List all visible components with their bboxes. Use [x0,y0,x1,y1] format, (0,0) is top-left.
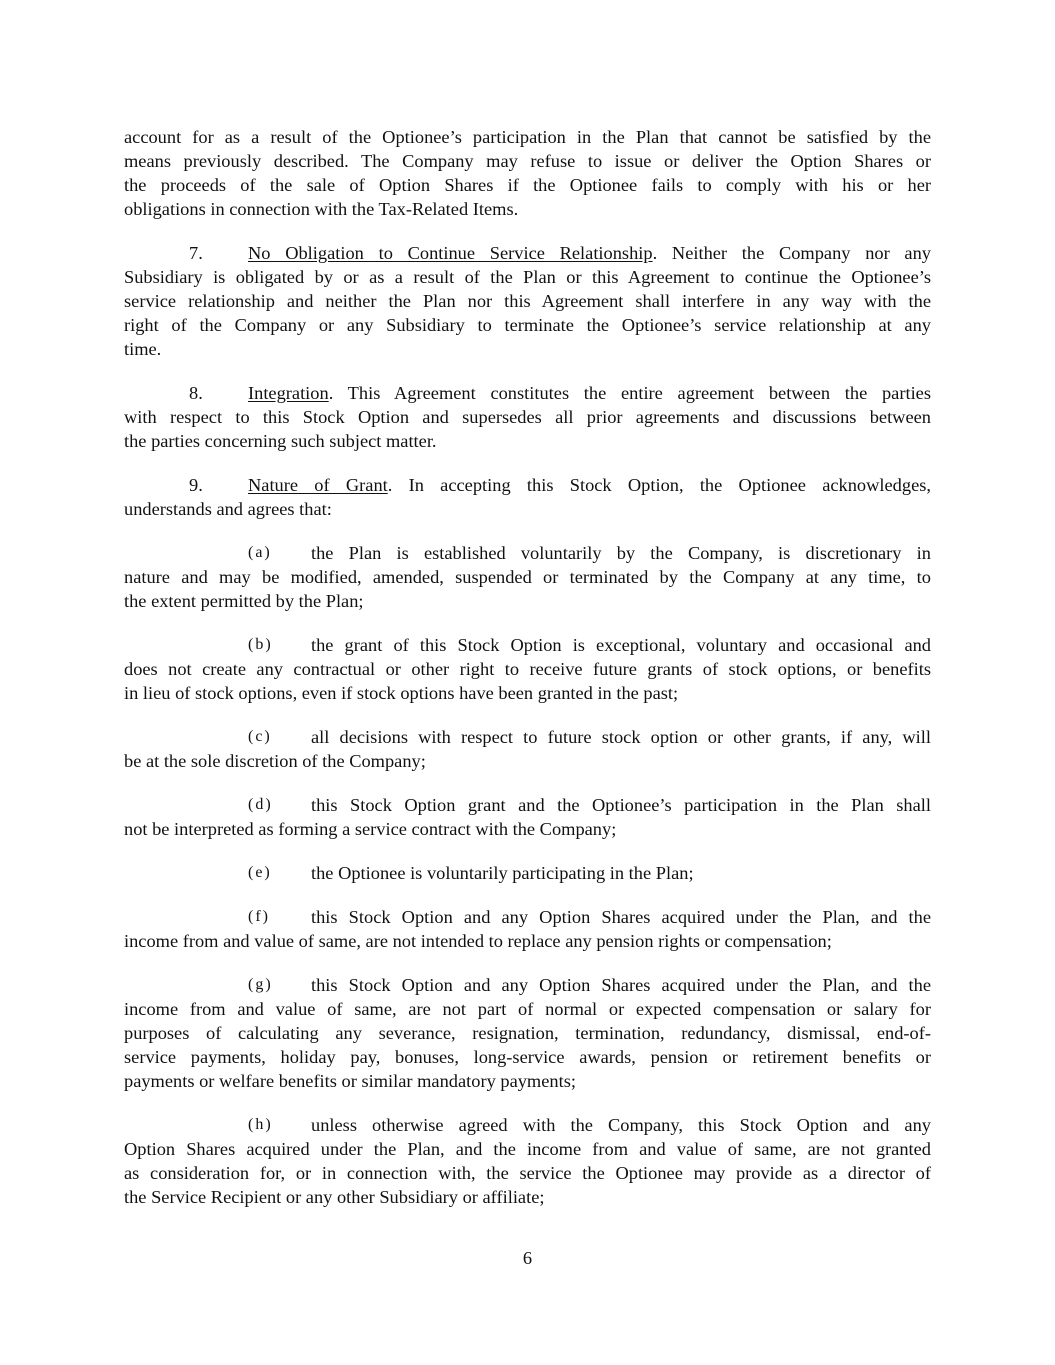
section-heading: Integration [248,383,329,403]
text-line [124,1113,931,1137]
line-text [248,243,931,263]
item-label: (e) [248,864,272,881]
text-line [124,473,931,497]
text-line [124,429,931,453]
text-line [124,405,931,429]
item-label: (a) [248,544,272,561]
line-text: . Neither the Company nor any [652,243,931,263]
line-text: the proceeds of the sale of Option Shares if the Optionee fails to comply with his or her [124,175,931,195]
section-number: 8. [189,383,203,403]
text-line [124,381,931,405]
text-line [124,541,931,565]
line-text: Subsidiary is obligated by or as a result of the Plan or this Agreement to continue the Optionee’s [124,267,931,287]
text-line [124,1161,931,1185]
line-text: the grant of this Stock Option is exceptional, voluntary and occasional and [311,635,931,655]
line-text: time. [124,339,162,359]
text-line [124,1185,931,1209]
line-text: be at the sole discretion of the Company; [124,751,426,771]
text-line [124,1045,931,1069]
item-label: (f) [248,908,270,925]
text-line [124,997,931,1021]
paragraph [124,541,931,613]
line-text: the Optionee is voluntarily participating in the Plan; [311,863,694,883]
text-line [124,589,931,613]
item-label: (h) [248,1116,273,1133]
line-text: the parties concerning such subject matter. [124,431,437,451]
line-text: . This Agreement constitutes the entire agreement between the parties [328,383,931,403]
text-line [124,681,931,705]
line-text: as consideration for, or in connection with, the service the Optionee may provide as a director of [124,1163,931,1183]
text-line [124,929,931,953]
paragraph [124,793,931,841]
line-text: obligations in connection with the Tax-Related Items. [124,199,519,219]
line-text: means previously described. The Company may refuse to issue or deliver the Option Shares or [124,151,931,171]
document-body [124,125,931,1229]
text-line [124,725,931,749]
line-text: right of the Company or any Subsidiary to terminate the Optionee’s service relationship at any [124,315,931,335]
line-text: payments or welfare benefits or similar mandatory payments; [124,1071,576,1091]
page-number: 6 [522,1248,533,1268]
line-text: the Service Recipient or any other Subsidiary or affiliate; [124,1187,545,1207]
section-heading: No Obligation to Continue Service Relationship [248,243,653,263]
line-text: purposes of calculating any severance, resignation, termination, redundancy, dismissal, end-of- [124,1023,931,1043]
line-text: this Stock Option and any Option Shares acquired under the Plan, and the [311,907,931,927]
text-line [124,265,931,289]
item-label: (b) [248,636,273,653]
paragraph [124,473,931,521]
paragraph [124,633,931,705]
line-text: income from and value of same, are not intended to replace any pension rights or compensation; [124,931,832,951]
text-line [124,565,931,589]
paragraph [124,241,931,361]
text-line [124,905,931,929]
paragraph [124,861,931,885]
line-text: this Stock Option grant and the Optionee’s participation in the Plan shall [311,795,931,815]
text-line [124,149,931,173]
text-line [124,173,931,197]
section-number: 7. [189,243,203,263]
text-line [124,749,931,773]
line-text: . In accepting this Stock Option, the Optionee acknowledges, [387,475,931,495]
section-number: 9. [189,475,203,495]
line-text: in lieu of stock options, even if stock options have been granted in the past; [124,683,679,703]
text-line [124,241,931,265]
text-line [124,289,931,313]
section-heading: Nature of Grant [248,475,388,495]
text-line [124,125,931,149]
text-line [124,337,931,361]
line-text: not be interpreted as forming a service contract with the Company; [124,819,617,839]
text-line [124,1069,931,1093]
text-line [124,1137,931,1161]
line-text: with respect to this Stock Option and supersedes all prior agreements and discussions between [124,407,931,427]
text-line [124,313,931,337]
line-text: income from and value of same, are not part of normal or expected compensation or salary for [124,999,931,1019]
item-label: (g) [248,976,273,993]
line-text: all decisions with respect to future stock option or other grants, if any, will [311,727,931,747]
paragraph [124,905,931,953]
text-line [124,1021,931,1045]
line-text: service payments, holiday pay, bonuses, long-service awards, pension or retirement benefits or [124,1047,931,1067]
line-text: understands and agrees that: [124,499,332,519]
paragraph [124,1113,931,1209]
line-text: the Plan is established voluntarily by the Company, is discretionary in [311,543,931,563]
text-line [124,497,931,521]
item-label: (d) [248,796,273,813]
paragraph [124,973,931,1093]
text-line [124,657,931,681]
line-text: service relationship and neither the Plan nor this Agreement shall interfere in any way with the [124,291,931,311]
paragraph [124,725,931,773]
line-text [248,383,931,403]
paragraph [124,125,931,221]
text-line [124,197,931,221]
line-text: does not create any contractual or other right to receive future grants of stock options, or benefits [124,659,931,679]
line-text: unless otherwise agreed with the Company, this Stock Option and any [311,1115,931,1135]
line-text: account for as a result of the Optionee’s participation in the Plan that cannot be satisfied by the [124,127,931,147]
line-text: Option Shares acquired under the Plan, and the income from and value of same, are not granted [124,1139,931,1159]
text-line [124,973,931,997]
line-text [248,475,931,495]
text-line [124,861,931,885]
text-line [124,817,931,841]
line-text: nature and may be modified, amended, suspended or terminated by the Company at any time, to [124,567,931,587]
text-line [124,793,931,817]
item-label: (c) [248,728,272,745]
line-text: the extent permitted by the Plan; [124,591,364,611]
paragraph [124,381,931,453]
text-line [124,633,931,657]
line-text: this Stock Option and any Option Shares acquired under the Plan, and the [311,975,931,995]
